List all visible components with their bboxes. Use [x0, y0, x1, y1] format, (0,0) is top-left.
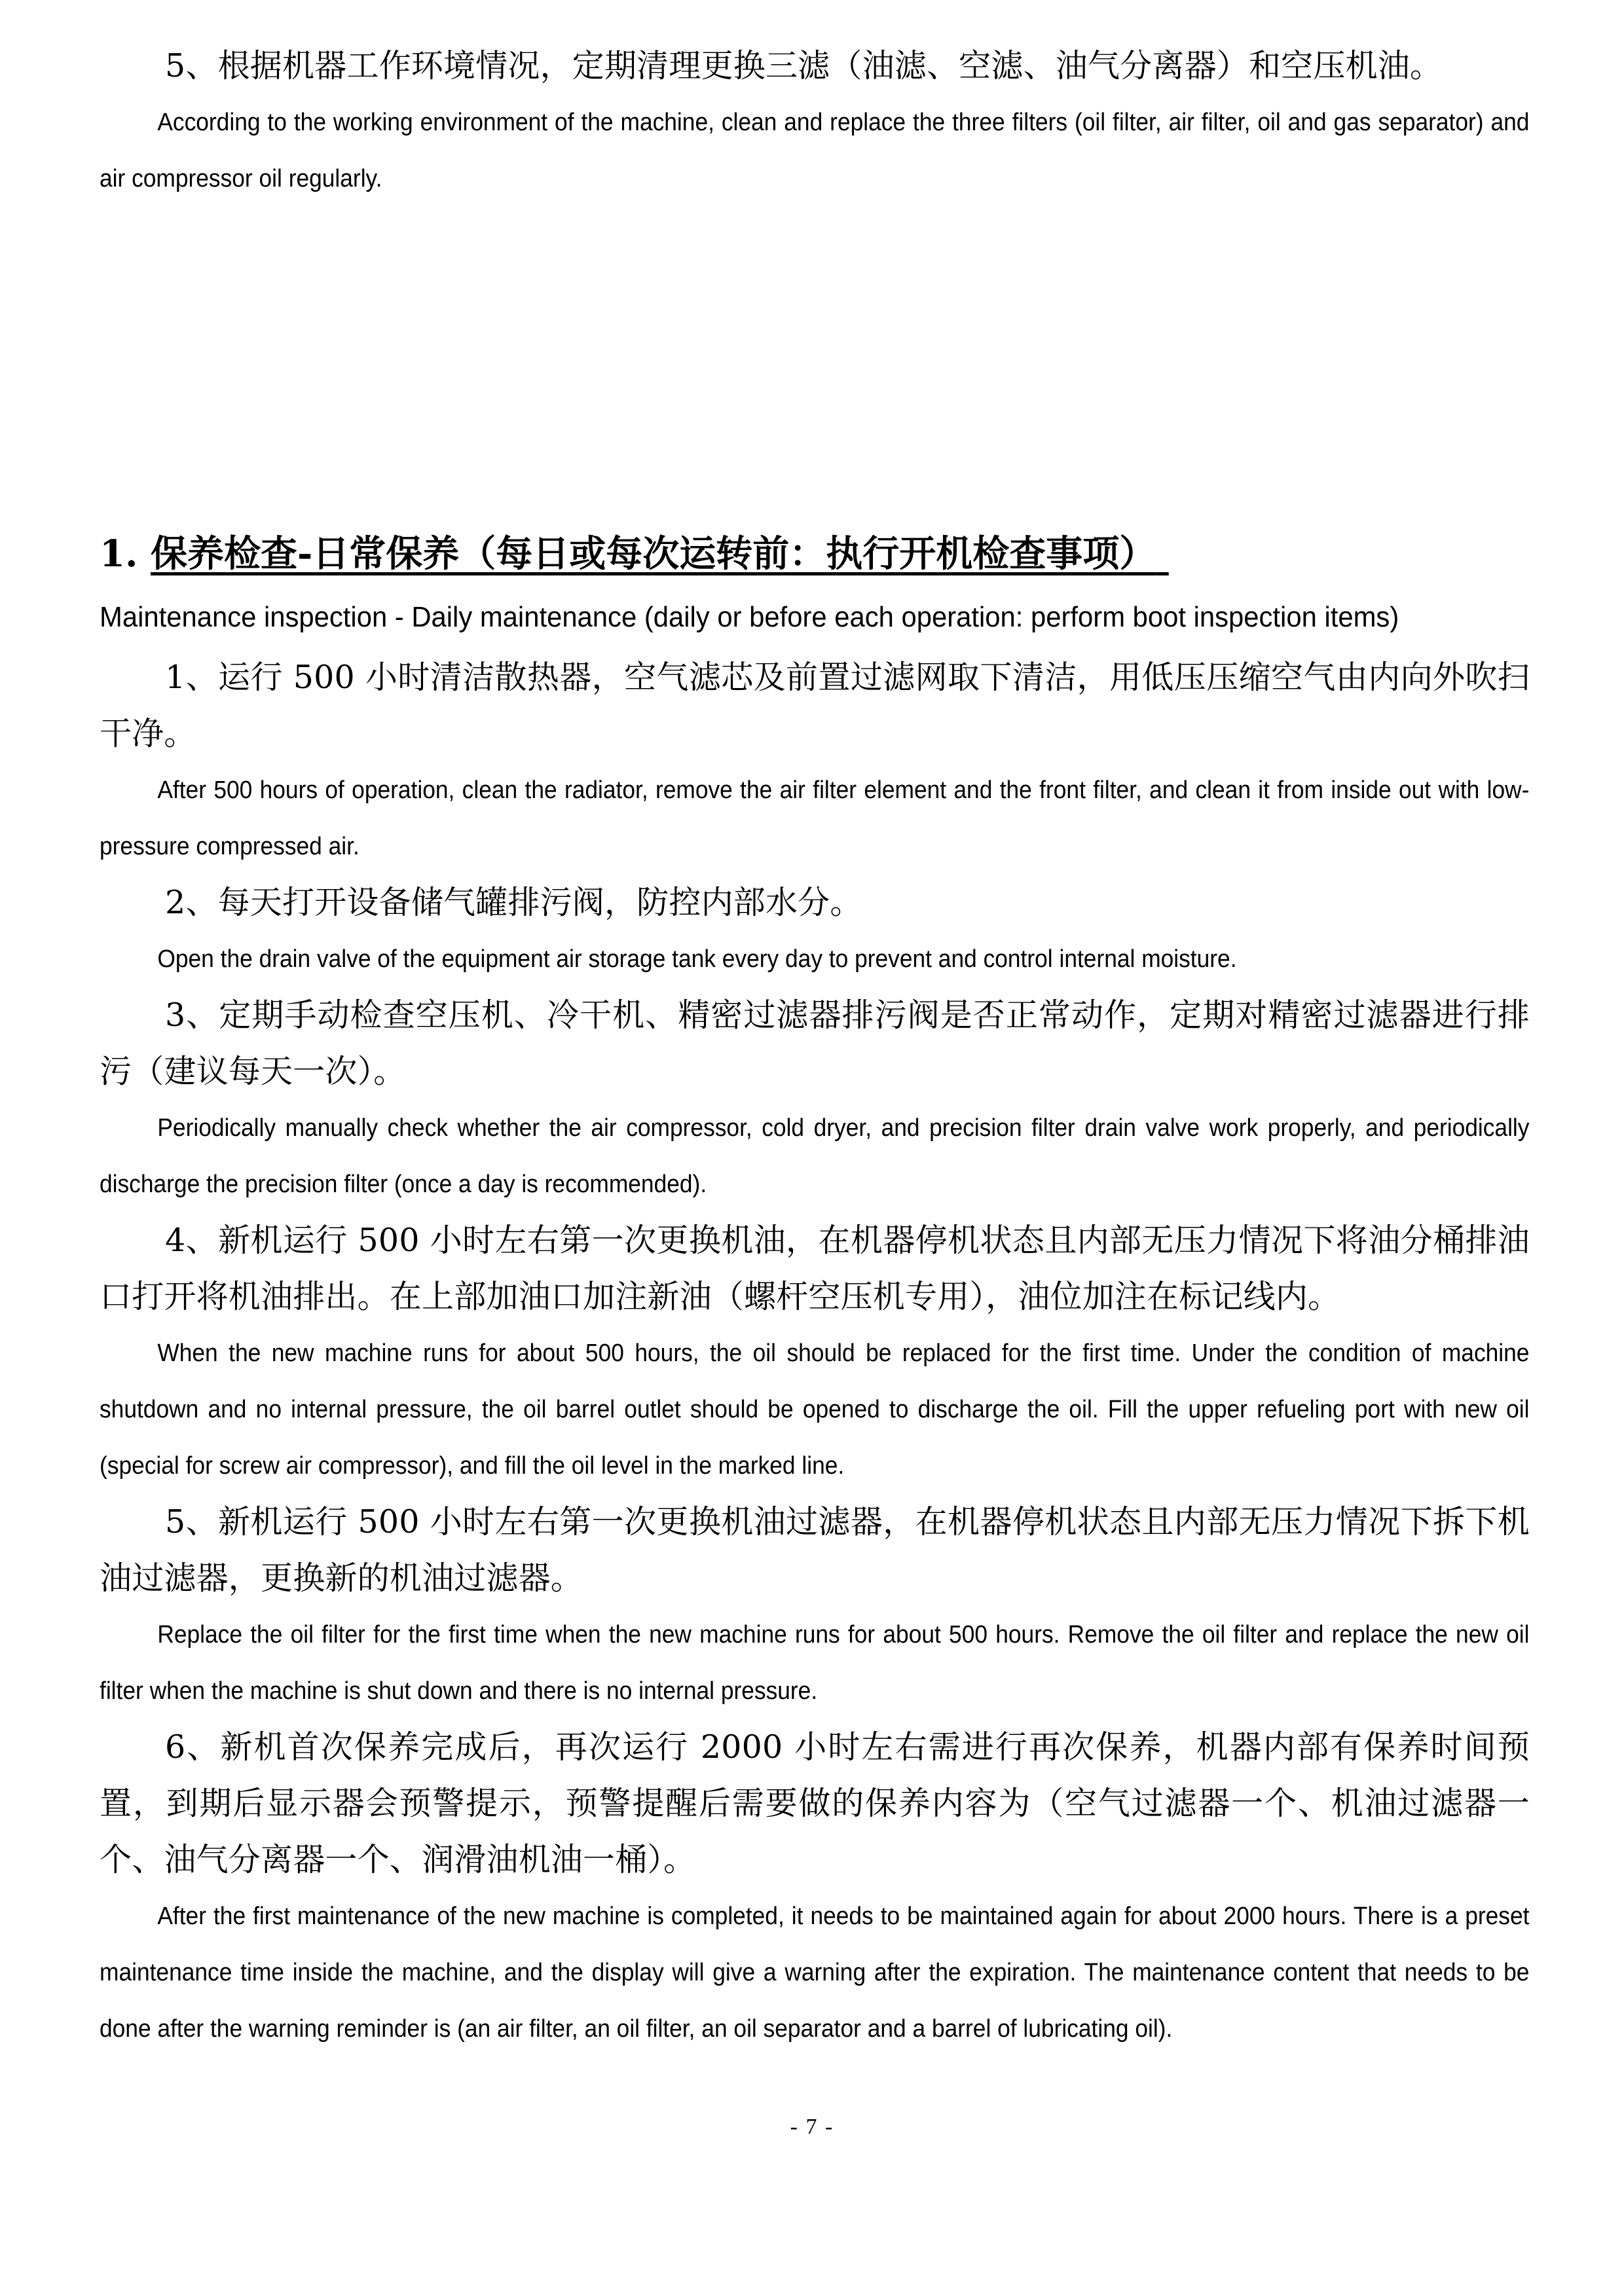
page-number: - 7 -	[790, 2115, 834, 2139]
list-item	[100, 1212, 1530, 1494]
section-heading-number: 1.	[100, 532, 138, 575]
item-zh: 1、运行 500 小时清洁散热器，空气滤芯及前置过滤网取下清洁，用低压压缩空气由内向外吹扫干净。	[100, 659, 1530, 752]
list-item	[100, 1494, 1530, 1719]
item-en: After 500 hours of operation, clean the radiator, remove the air filter element and the front filter, and clean it from inside out with low-pressure compressed air.	[100, 776, 1530, 860]
maintenance-item-list	[100, 649, 1530, 2057]
list-item	[100, 649, 1530, 875]
item-zh: 5、新机运行 500 小时左右第一次更换机油过滤器，在机器停机状态且内部无压力情况下拆下机油过滤器，更换新的机油过滤器。	[100, 1503, 1530, 1597]
vertical-spacer	[100, 207, 1530, 522]
item-zh: 6、新机首次保养完成后，再次运行 2000 小时左右需进行再次保养，机器内部有保养时间预置，到期后显示器会预警提示，预警提醒后需要做的保养内容为（空气过滤器一个、机油过滤器一个、油气分离器一个、润滑油机油一桶）。	[100, 1728, 1530, 1878]
carryover-block	[100, 0, 1530, 207]
item-zh: 3、定期手动检查空压机、冷干机、精密过滤器排污阀是否正常动作，定期对精密过滤器进行排污（建议每天一次）。	[100, 996, 1530, 1090]
carryover-item-5-zh: 5、根据机器工作环境情况，定期清理更换三滤（油滤、空滤、油气分离器）和空压机油。	[165, 47, 1443, 84]
item-en: After the first maintenance of the new machine is completed, it needs to be maintained again for about 2000 hours. There is a preset maintenance time inside the machine, and the display will give a warning after the expiration. The maintenance content that needs to be done after the warning reminder is (an air filter, an oil filter, an oil separator and a barrel of lubricating oil).	[100, 1903, 1530, 2043]
item-en: When the new machine runs for about 500 hours, the oil should be replaced for the first time. Under the condition of machine shutdown and no internal pressure, the oil barrel outlet should be opened to discharge the oil. Fill the upper refueling port with new oil (special for screw air compressor), and fill the oil level in the marked line.	[100, 1339, 1530, 1480]
carryover-item-5-en: According to the working environment of the machine, clean and replace the three filters (oil filter, air filter, oil and gas separator) and air compressor oil regularly.	[100, 109, 1530, 192]
list-item	[100, 1719, 1530, 2057]
item-en: Replace the oil filter for the first time when the new machine runs for about 500 hours. Remove the oil filter and replace the new oil filter when the machine is shut down and there is no internal pressure.	[100, 1621, 1530, 1705]
section-heading-title-zh: 保养检查-日常保养（每日或每次运转前：执行开机检查事项）	[150, 532, 1156, 575]
item-en: Open the drain valve of the equipment air storage tank every day to prevent and control internal moisture.	[157, 945, 1237, 973]
section-heading-title-en: Maintenance inspection - Daily maintenance (daily or before each operation: perform boot inspection items)	[100, 601, 1399, 633]
item-zh: 4、新机运行 500 小时左右第一次更换机油，在机器停机状态且内部无压力情况下将油分桶排油口打开将机油排出。在上部加油口加注新油（螺杆空压机专用），油位加注在标记线内。	[100, 1222, 1530, 1315]
list-item	[100, 875, 1530, 987]
page-body	[100, 0, 1530, 2057]
section-heading	[100, 522, 1530, 585]
list-item	[100, 987, 1530, 1212]
item-zh: 2、每天打开设备储气罐排污阀，防控内部水分。	[165, 884, 862, 921]
item-en: Periodically manually check whether the air compressor, cold dryer, and precision filter drain valve work properly, and periodically discharge the precision filter (once a day is recommended).	[100, 1114, 1530, 1198]
